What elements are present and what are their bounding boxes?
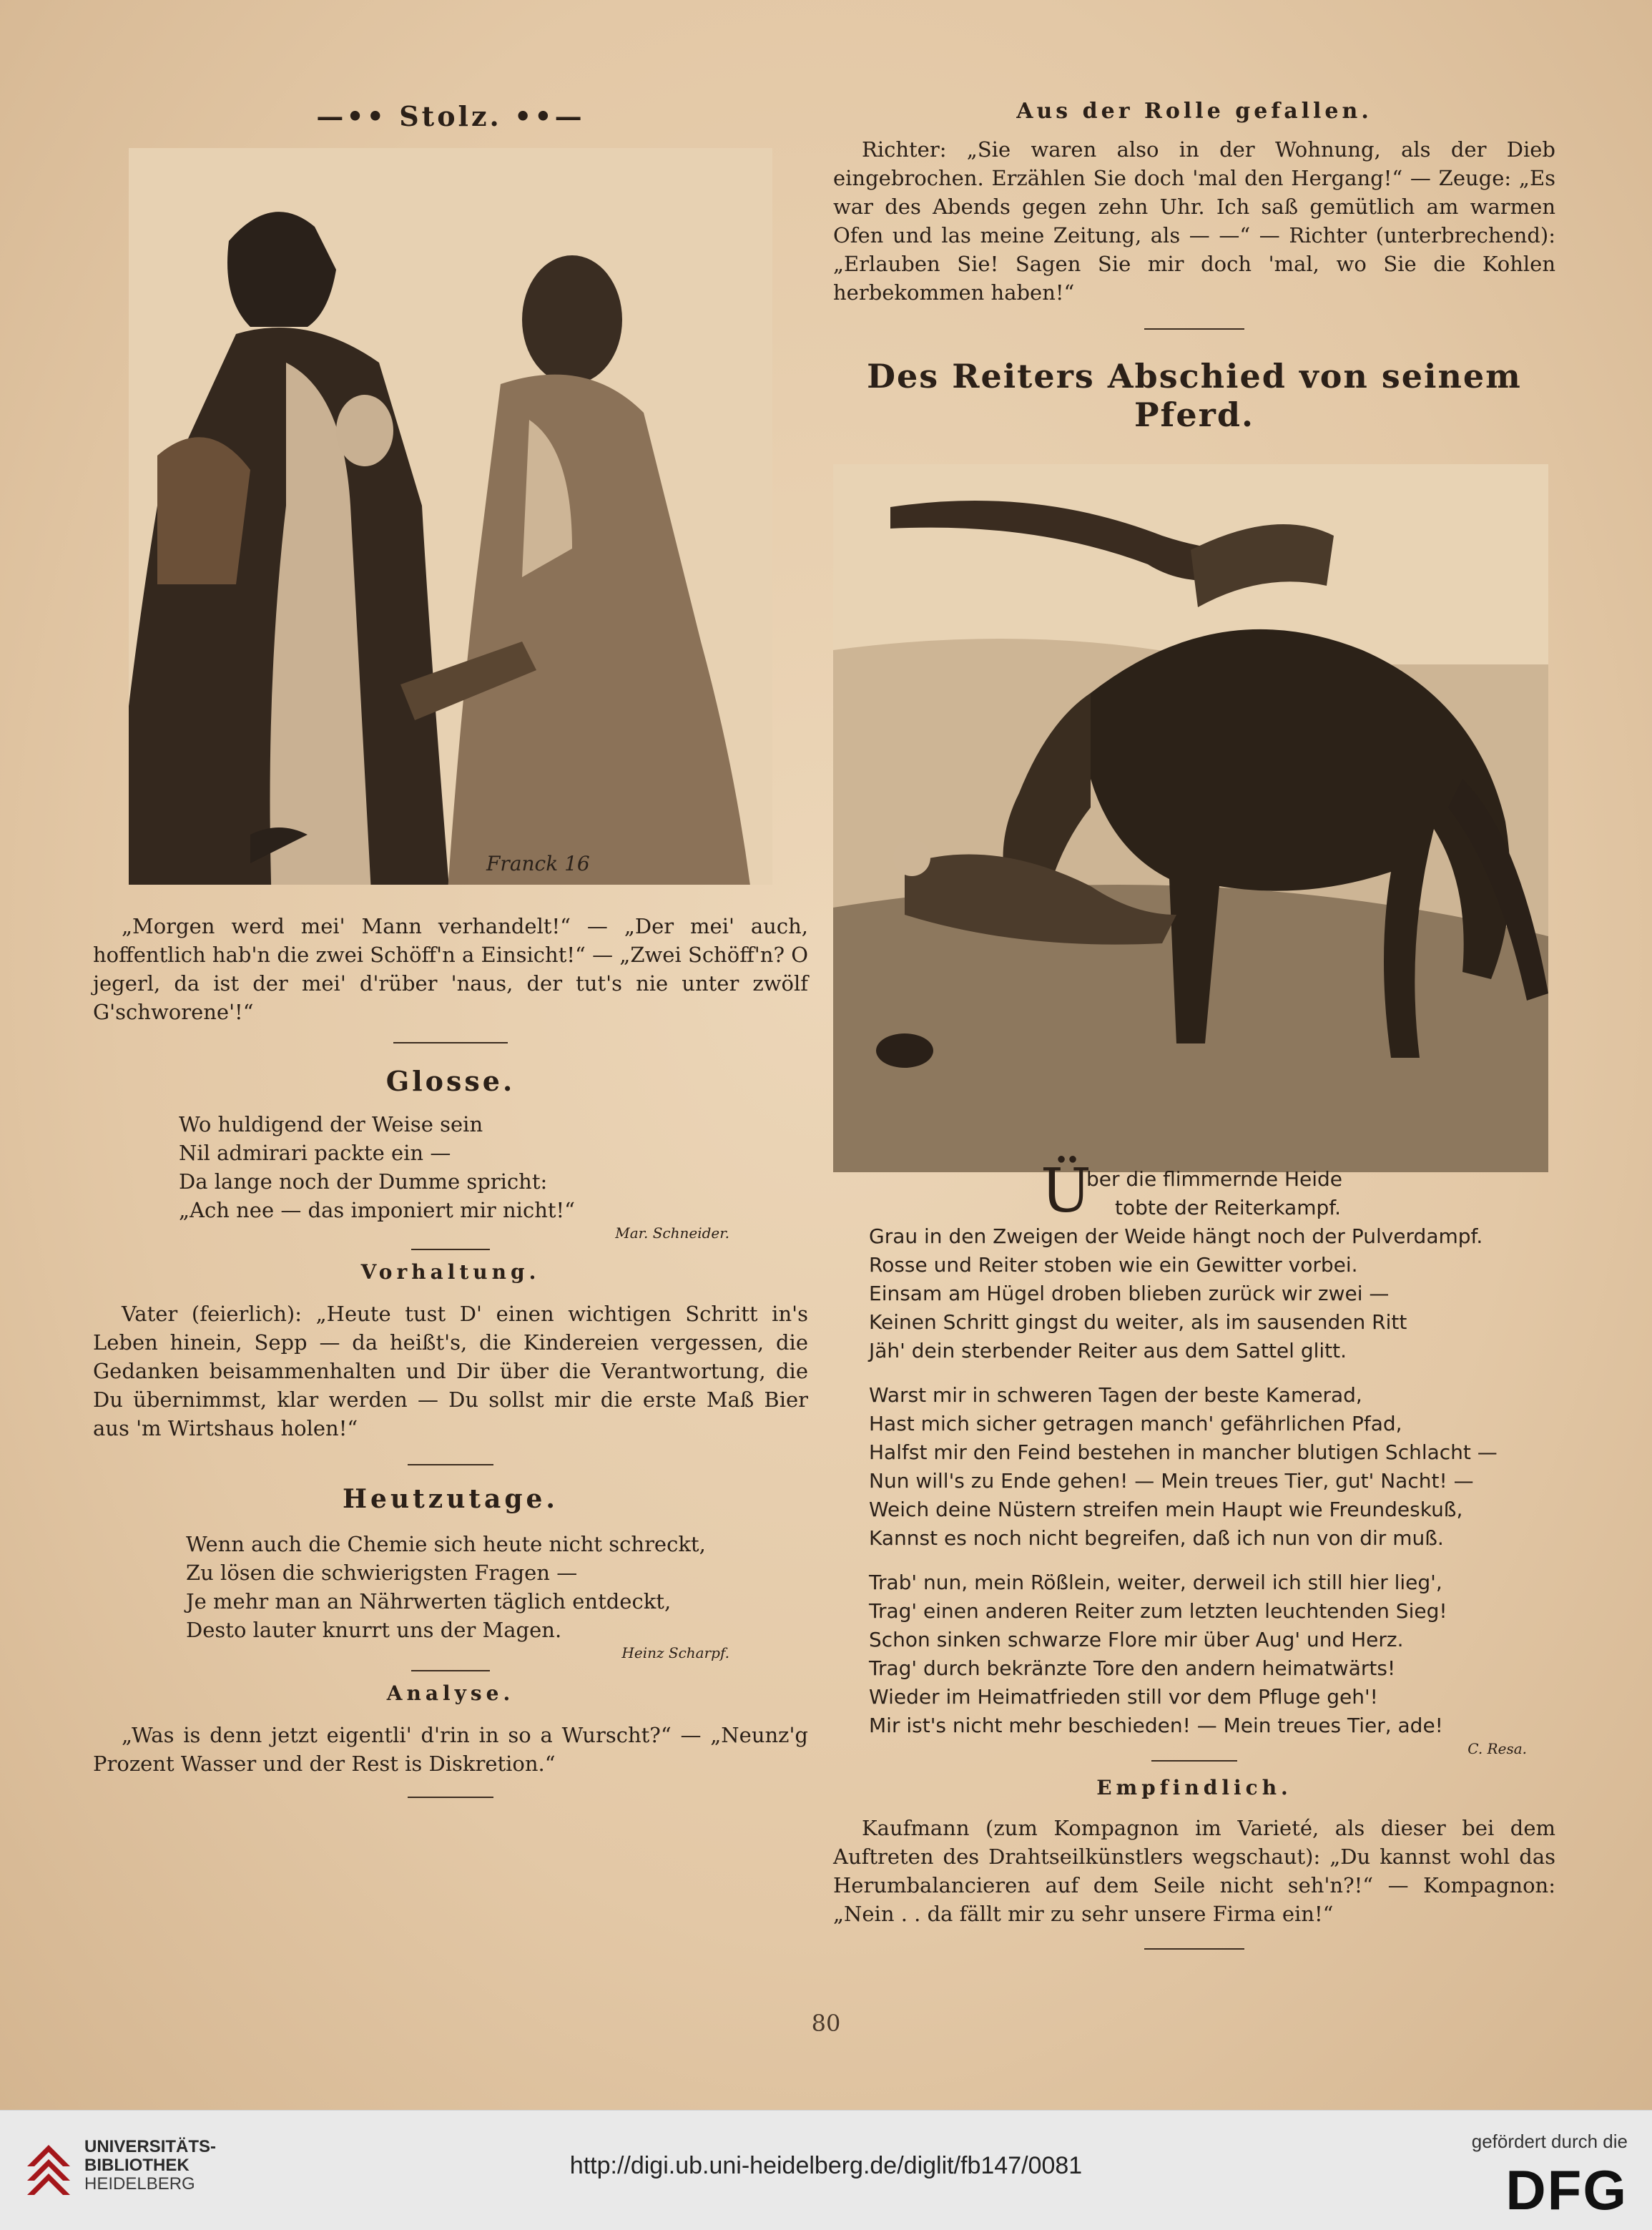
verse-line: Nun will's zu Ende gehen! — Mein treues Tier, gut' Nacht! — [869,1469,1474,1493]
verse-line: Trab' nun, mein Rößlein, weiter, derweil ich still hier lieg', [869,1571,1442,1594]
verse-line: Einsam am Hügel droben blieben zurück wir zwei — [869,1282,1390,1305]
divider [408,1464,493,1465]
divider [408,1797,493,1798]
funding-label: gefördert durch die [1471,2131,1628,2152]
verse-line: Rosse und Reiter stoben wie ein Gewitter vorbei. [869,1253,1358,1277]
empfindlich-title: Empfindlich. [1096,1776,1292,1799]
verse-line: Kannst es noch nicht begreifen, daß ich nun von dir muß. [869,1526,1444,1550]
stolz-paragraph: „Morgen werd mei' Mann verhandelt!“ — „Der mei' auch, hoffentlich hab'n die zwei Schöff'n a Einsicht!“ — „Zwei Schöff'n? O jegerl, da ist der mei' d'rüber 'naus, der tut's nie unter zwölf G'schworene'!“ [93,914,808,1024]
empfindlich-paragraph: Kaufmann (zum Kompagnon im Varieté, als dieser bei dem Auftreten des Drahtseilkünstlers wegschaut): „Du kannst wohl das Herumbalancieren auf dem Seile nicht seh'n?!“ — Kompagnon: „Nein . . da fällt mir zu sehr unsere Firma ein!“ [833,1816,1555,1926]
footer-bar [0,2110,1652,2230]
stolz-illustration [129,148,772,885]
divider [1151,1760,1237,1762]
dfg-logo[interactable]: DFG [1505,2158,1628,2221]
verse-line: Hast mich sicher getragen manch' gefährlichen Pfad, [869,1412,1402,1435]
verse-line: Wo huldigend der Weise sein [179,1112,483,1136]
verse-line: Wenn auch die Chemie sich heute nicht schreckt, [186,1532,706,1556]
verse-line: Wieder im Heimatfrieden still vor dem Pfluge geh'! [869,1685,1378,1709]
heutzutage-author: Heinz Scharpf. [621,1644,729,1661]
library-line-2: BIBLIOTHEK [84,2156,190,2175]
stanza-1 [869,1222,1555,1365]
verse-line: Halfst mir den Feind bestehen in mancher blutigen Schlacht — [869,1440,1498,1464]
divider [411,1670,490,1671]
verse-line: „Ach nee — das imponiert mir nicht!“ [179,1198,576,1222]
drop-cap: Ü [1041,1156,1091,1226]
reiter-title: Des Reiters Abschied von seinem Pferd. [867,357,1522,434]
stolz-text [93,912,808,1026]
reiter-illustration [833,464,1548,1172]
heutzutage-verse [186,1530,808,1644]
vorhaltung-title: Vorhaltung. [360,1260,541,1284]
verse-line: Trag' einen anderen Reiter zum letzten leuchtenden Sieg! [869,1599,1447,1623]
verse-line: Trag' durch bekränzte Tore den andern heimatwärts! [869,1656,1396,1680]
stanza-2 [869,1381,1555,1553]
stanza-3 [869,1568,1555,1740]
analyse-paragraph: „Was is denn jetzt eigentli' d'rin in so a Wurscht?“ — „Neunz'g Prozent Wasser und der Rest is Diskretion.“ [93,1723,808,1776]
glosse-author: Mar. Schneider. [615,1224,729,1242]
rolle-paragraph: Richter: „Sie waren also in der Wohnung, als der Dieb eingebrochen. Erzählen Sie doch 'mal den Hergang!“ — Zeuge: „Es war des Abends gegen zehn Uhr. Ich saß gemütlich am warmen Ofen und las meine Zeitung, als — —“ — Richter (unterbrechend): „Erlauben Sie! Sagen Sie mir doch 'mal, wo Sie die Kohlen herbekommen haben!“ [833,137,1555,305]
first-line-a: ber die flimmernde Heide [1086,1167,1343,1191]
verse-line: Grau in den Zweigen der Weide hängt noch der Pulverdampf. [869,1224,1483,1248]
verse-line: Schon sinken schwarze Flore mir über Aug' und Herz. [869,1628,1404,1651]
verse-line: Weich deine Nüstern streifen mein Haupt wie Freundeskuß, [869,1498,1463,1521]
reiter-poem [869,1156,1555,1740]
verse-line: Da lange noch der Dumme spricht: [179,1169,548,1194]
empfindlich-text [833,1814,1555,1928]
permalink-url[interactable]: http://digi.ub.uni-heidelberg.de/diglit/fb147/0081 [569,2152,1083,2179]
verse-line: Keinen Schritt gingst du weiter, als im sausenden Ritt [869,1310,1407,1334]
divider [1144,1948,1244,1950]
verse-line: Zu lösen die schwierigsten Fragen — [186,1561,578,1585]
first-line-b: tobte der Reiterkampf. [1115,1196,1341,1219]
verse-line: Mir ist's nicht mehr beschieden! — Mein treues Tier, ade! [869,1714,1443,1737]
library-line-3: HEIDELBERG [84,2174,195,2194]
artist-signature: Franck 16 [486,852,590,875]
divider [393,1042,508,1043]
verse-line: Desto lauter knurrt uns der Magen. [186,1618,562,1642]
library-line-1: UNIVERSITÄTS- [84,2137,217,2156]
verse-line: Warst mir in schweren Tagen der beste Kamerad, [869,1383,1362,1407]
stolz-title: —•• Stolz. ••— [316,100,585,132]
verse-line: Jäh' dein sterbender Reiter aus dem Sattel glitt. [869,1339,1347,1362]
divider [411,1249,490,1250]
reiter-author: C. Resa. [1467,1740,1527,1757]
glosse-title: Glosse. [385,1065,516,1097]
divider [1144,328,1244,330]
verse-line: Nil admirari packte ein — [179,1141,451,1165]
right-column [833,86,1555,1965]
rolle-title: Aus der Rolle gefallen. [1016,99,1372,124]
page-number: 80 [811,2010,841,2037]
vorhaltung-text [93,1300,808,1443]
left-column [93,86,808,1814]
vorhaltung-paragraph: Vater (feierlich): „Heute tust D' einen wichtigen Schritt in's Leben hinein, Sepp — da heißt's, die Kindereien vergessen, die Gedanken beisammenhalten und Dir über die Verantwortung, die Du übernimmst, klar werden — Du sollst mir die erste Maß Bier aus 'm Wirtshaus holen!“ [93,1302,808,1440]
heutzutage-title: Heutzutage. [343,1484,559,1514]
glosse-verse [179,1110,808,1224]
verse-line: Je mehr man an Nährwerten täglich entdeckt, [186,1589,672,1613]
rolle-text [833,135,1555,307]
analyse-title: Analyse. [386,1681,515,1705]
analyse-text [93,1721,808,1778]
